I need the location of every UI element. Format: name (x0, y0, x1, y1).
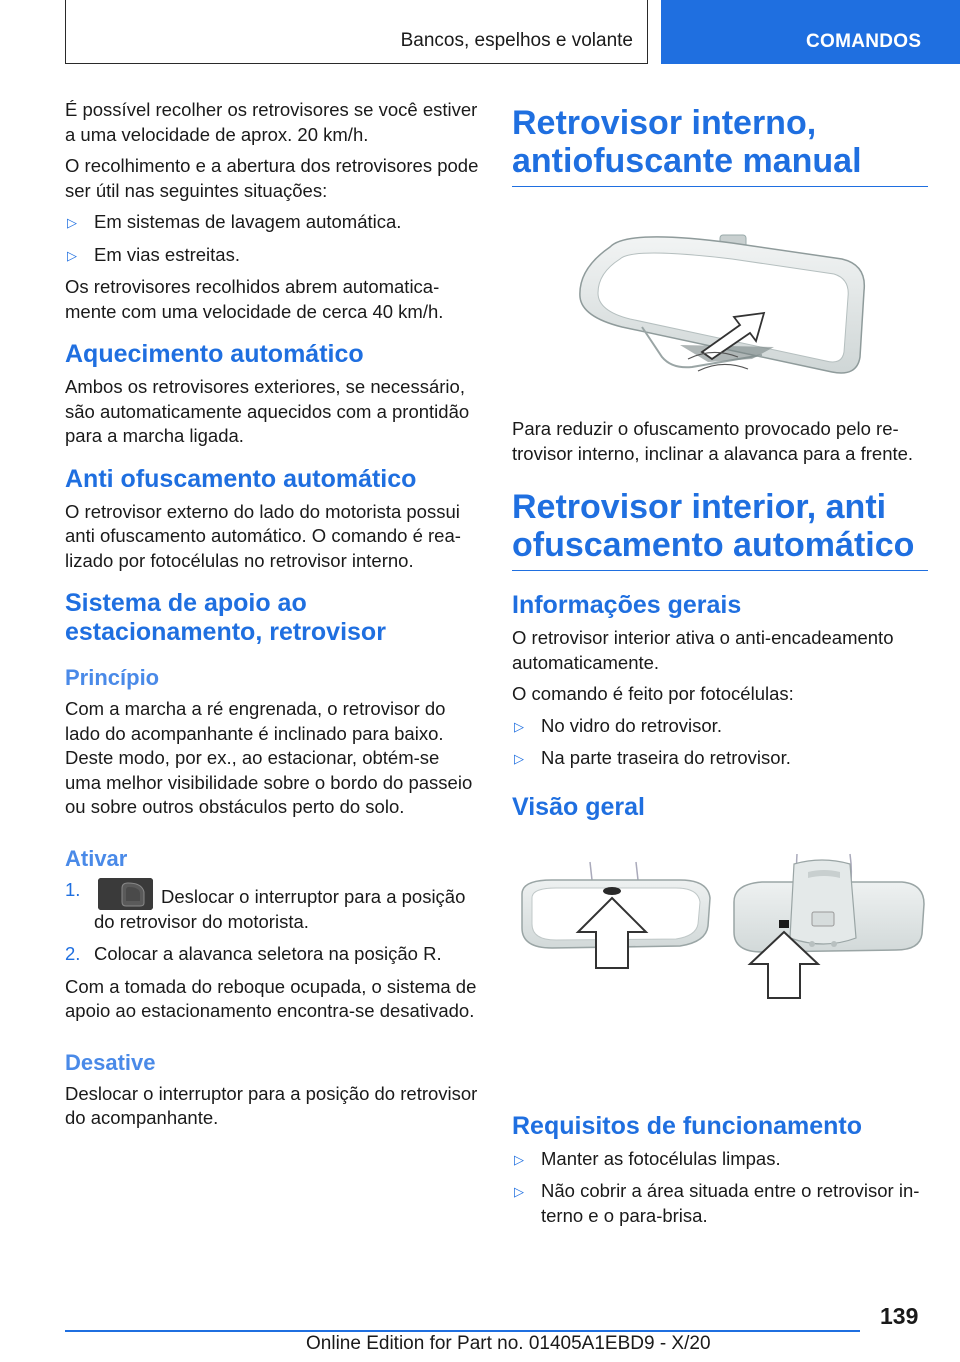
heading-auto-mirror: Retrovisor interior, anti ofuscamento automático (512, 488, 928, 571)
list-item: ▷ Em vias estreitas. (65, 243, 480, 268)
triangle-bullet-icon: ▷ (514, 1151, 524, 1167)
header-section-box (65, 0, 648, 64)
list-item: ▷ Na parte traseira do retrovisor. (512, 746, 928, 771)
mirror-switch-icon (98, 878, 153, 910)
paragraph-anti-dazzle: O retrovisor externo do lado do motorista possui anti ofuscamento automático. O comando é realizado por fotocélulas no retrovisor interno. (65, 500, 461, 571)
list-item: 2. Colocar a alavanca seletora na posição R. (65, 943, 442, 964)
requirements-list (512, 1147, 928, 1229)
triangle-bullet-icon: ▷ (67, 247, 77, 263)
manual-mirror-illustration (512, 187, 928, 417)
paragraph-fold-situations: O recolhimento e a abertura dos retrovisores pode ser útil nas seguintes situações: (65, 155, 479, 201)
heading-overview: Visão geral (512, 792, 645, 821)
paragraph-auto-open: Os retrovisores recolhidos abrem automaticamente com uma velocidade de cerca 40 km/h. (65, 276, 444, 322)
triangle-bullet-icon: ▷ (514, 1184, 524, 1199)
paragraph-principle: Com a marcha a ré engrenada, o retrovisor do lado do acompanhante é inclinado para baixo. Deste modo, por ex., ao estacionar, obtém-se uma melhor visibilidade sobre o bordo do passeio ou sobre outros obstáculos perto do solo. (65, 698, 473, 817)
heading-deactivate: Desative (65, 1049, 156, 1075)
list-item: 1. Deslocar o interruptor para a posição do retrovisor do motorista. (65, 878, 466, 932)
paragraph-general-2: O comando é feito por fotocélulas: (512, 683, 794, 704)
header-section-title: Bancos, espelhos e volante (400, 30, 633, 51)
paragraph-fold-speed: É possível recolher os retrovisores se você estiver a uma velocidade de aprox. 20 km/h. (65, 99, 478, 145)
footer-edition: Online Edition for Part no. 01405A1EBD9 - X/20 (306, 1333, 711, 1354)
list-item: ▷ Em sistemas de lavagem automática. (65, 210, 480, 235)
paragraph-manual-mirror: Para reduzir o ofuscamento provocado pelo retrovisor interno, inclinar a alavanca para a frente. (512, 418, 914, 464)
triangle-bullet-icon: ▷ (67, 215, 77, 230)
footer-divider (65, 1330, 860, 1332)
paragraph-deactivate: Deslocar o interruptor para a posição do retrovisor do acompanhante. (65, 1082, 478, 1128)
heading-parking-aid: Sistema de apoio ao estacionamento, retrovisor (65, 589, 386, 646)
left-column (65, 98, 480, 1138)
photocell-list (512, 714, 928, 771)
paragraph-trailer: Com a tomada do reboque ocupada, o sistema de apoio ao estacionamento encontra-se desativado. (65, 975, 477, 1021)
list-item: ▷ Manter as fotocélulas limpas. (512, 1147, 928, 1172)
header-chapter-title: COMANDOS (806, 31, 922, 52)
heading-principle: Princípio (65, 665, 160, 690)
page-number: 139 (880, 1303, 919, 1329)
triangle-bullet-icon: ▷ (514, 718, 524, 734)
activate-steps (65, 878, 480, 967)
mirror-overview-illustration (512, 842, 928, 1092)
paragraph-heating: Ambos os retrovisores exteriores, se necessário, são automaticamente aquecidos com a prontidão para a marcha ligada. (65, 376, 470, 446)
header-chapter-tab (661, 0, 960, 64)
paragraph-general-1: O retrovisor interior ativa o anti-encadeamento automaticamente. (512, 627, 894, 673)
heading-activate: Ativar (65, 845, 128, 871)
heading-anti-dazzle: Anti ofuscamento automático (65, 464, 417, 493)
heading-manual-mirror: Retrovisor interno, antiofuscante manual (512, 104, 928, 187)
situations-list (65, 210, 480, 267)
heading-heating: Aquecimento automático (65, 340, 364, 368)
heading-general-info: Informações gerais (512, 591, 742, 619)
right-column (512, 104, 928, 1236)
list-item: ▷ No vidro do retrovisor. (512, 714, 928, 739)
triangle-bullet-icon: ▷ (514, 751, 524, 766)
heading-requirements: Requisitos de funcionamento (512, 1111, 863, 1140)
list-item: ▷ Não cobrir a área situada entre o retrovisor interno e o para-brisa. (514, 1180, 920, 1226)
